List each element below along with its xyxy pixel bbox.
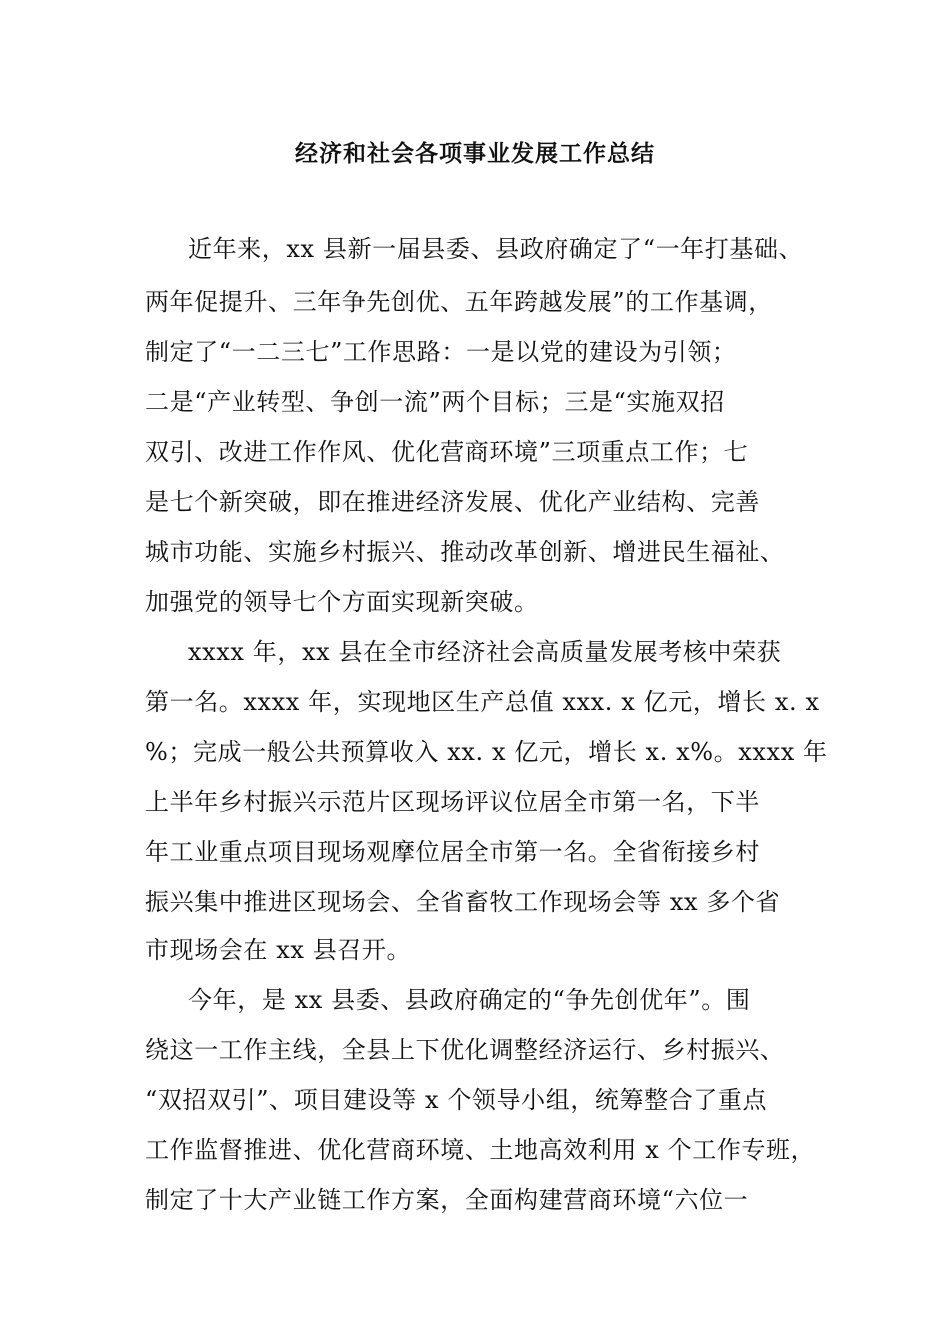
paragraph-2-line-6: 振兴集中推进区现场会、全省畜牧工作现场会等 xx 多个省 [145,888,781,916]
paragraph-2-line-2: 第一名。xxxx 年，实现地区生产总值 xxx. x 亿元，增长 x. x [145,688,820,716]
paragraph-1-line-8: 加强党的领导七个方面实现新突破。 [145,588,539,616]
paragraph-1-line-2: 两年促提升、三年争先创优、五年跨越发展”的工作基调， [145,288,773,316]
paragraph-2-line-3: %；完成一般公共预算收入 xx. x 亿元，增长 x. x%。xxxx 年 [145,738,828,766]
paragraph-2-line-5: 年工业重点项目现场观摩位居全市第一名。全省衔接乡村 [145,838,760,866]
paragraph-3-line-5: 制定了十大产业链工作方案，全面构建营商环境“六位一 [145,1186,749,1214]
paragraph-2-line-1: xxxx 年，xx 县在全市经济社会高质量发展考核中荣获 [188,638,782,666]
paragraph-1-line-7: 城市功能、实施乡村振兴、推动改革创新、增进民生福祉、 [145,538,785,566]
paragraph-1-line-4: 二是“产业转型、争创一流”两个目标；三是“实施双招 [145,388,725,416]
paragraph-3-line-4: 工作监督推进、优化营商环境、土地高效利用 x 个工作专班， [145,1136,816,1164]
paragraph-1-line-1: 近年来，xx 县新一届县委、县政府确定了“一年打基础、 [188,235,804,263]
paragraph-3-line-2: 绕这一工作主线，全县上下优化调整经济运行、乡村振兴、 [145,1036,785,1064]
paragraph-3-line-1: 今年，是 xx 县委、县政府确定的“争先创优年”。围 [188,986,751,1014]
paragraph-3-line-3: “双招双引”、项目建设等 x 个领导小组，统筹整合了重点 [145,1086,768,1114]
paragraph-1-line-6: 是七个新突破，即在推进经济发展、优化产业结构、完善 [145,488,760,516]
paragraph-1-line-5: 双引、改进工作作风、优化营商环境”三项重点工作；七 [145,438,749,466]
paragraph-2-line-7: 市现场会在 xx 县召开。 [145,936,412,964]
paragraph-1-line-3: 制定了“一二三七”工作思路：一是以党的建设为引领； [145,338,737,366]
document-title: 经济和社会各项事业发展工作总结 [295,140,655,167]
paragraph-2-line-4: 上半年乡村振兴示范片区现场评议位居全市第一名，下半 [145,788,760,816]
